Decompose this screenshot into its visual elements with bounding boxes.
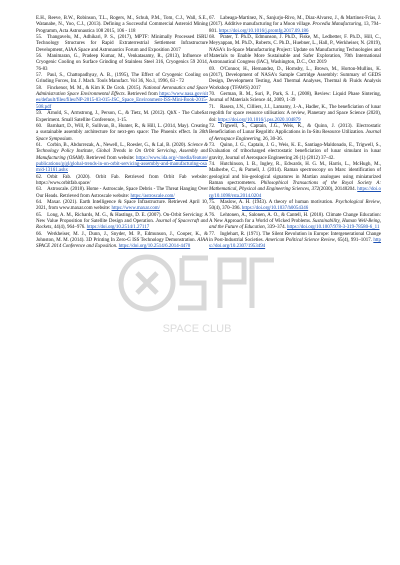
reference-text: 59. Arnold, S., Armstrong, J., Person, C., & Tietz, M. (2012). QbX - The CubeSat Experiment. Small Satellite Conference, 1-15.: [36, 111, 208, 123]
reference-entry: [36, 73, 208, 86]
reference-details: , 44(4), 964–976.: [51, 225, 87, 231]
reference-text: 63. Astroscale. (2018). Home - Astroscale, Space Debris - The Threat Hanging Over Our Heads. Retrieved from Astroscale website:: [36, 187, 208, 199]
reference-text: 62. Orbit Fab. (2020). Orbit Fab. Retrieved from Orbit Fab website: https://www.orbitfab.space/: [36, 174, 208, 186]
reference-source-title: Sustainability, Human Well-Being, and the Future of Education: [209, 219, 381, 231]
reference-entry: [209, 105, 381, 124]
reference-text: 71. Rasera, J.N., Cilliers, J.J., Lamamy, J.-A., Hadler, K., The beneficiation of lunar regolith for space resource utilisation: A review, Planetary and Space Science (2020), doi:: [209, 104, 381, 123]
reference-entry: [209, 92, 381, 105]
reference-entry: [36, 124, 208, 143]
reference-details: . Retrieved from: [124, 92, 160, 98]
reference-link[interactable]: https://doi.org/10.2514/6.2014-4470: [118, 244, 191, 250]
reference-details: (2030), 20140204.: [319, 187, 358, 193]
reference-entry: [36, 54, 208, 73]
reference-entry: [36, 175, 208, 188]
reference-text: 61. Corbin, B., Abdurrezak, A., Newell, L., Roesler, G., & Lal, B. (2020).: [36, 142, 188, 148]
reference-details: . Retrieved from website:: [83, 155, 136, 161]
reference-text: 55. Thangavelu, M., Adhikari, P. S., (2017), MPTF: Minimally Processed ISRU Technology Structures for Rapid Extraterrestrial Settlement Infrastructure Development, AIAA Space and Astronautics Forum and Exposition 2017: [36, 35, 208, 53]
reference-link[interactable]: https://astroscale.com/: [130, 193, 175, 199]
reference-entry: [209, 143, 381, 162]
reference-text: 65. Long, A. M., Richards, M. G., & Hastings, D. E. (2007). On-Orbit Servicing: A New Value Proposition for Satellite Design and Operation.: [36, 212, 208, 224]
reference-entry: [209, 124, 381, 143]
reference-link[interactable]: https://www.maxar.com/: [111, 206, 161, 212]
reference-source-title: Journal of Spacecraft and Rockets: [36, 219, 208, 231]
reference-source-title: Journal of Aerospace Engineering: [209, 130, 381, 142]
reference-entry: [209, 200, 381, 213]
reference-text: 60. Barnhart, D., Will, P., Sullivan, B., Hunter, R., & Hill, L. (2014, May). Creating a sustainable assembly architecture for next-gen space: The Phoenix effect. In: [36, 123, 208, 136]
reference-link[interactable]: https://doi.org/10.2307/1953494: [209, 238, 382, 250]
reference-link[interactable]: https://doi.org/10.2514/1.27117: [86, 225, 150, 231]
reference-text: 69. O'Connor, H., Hernandez, D., Hornsby, L., Brown, M., Horton-Mullins, K. (2017), Development of NASA's Sample Cartridge Assembly: Summary of GEDS Design, Development Testing, And Thermal Analyses, Thermal & Fluids Analysis Workshop (TFAWS) 2017: [209, 66, 381, 91]
reference-text: 66. Werkheiser, M. J., Dunn, J., Snyder, M. P., Edmunson, J., Cooper, K., & Johnston, M. M. (2014). 3D Printing In Zero-G ISS Technology Demonstration.: [36, 231, 208, 244]
reference-text: 73. Quinn, J. G., Captain, J. G., Weis, K. E., Santiago-Maldonado, E., Trigwell, S., Evaluation of tribocharged electrostatic beneficiation of lunar simulant in lunar gravity, Journal of Aerospace Engineering 26 (1) (2012) 37–42.: [209, 142, 381, 161]
reference-source-title: Philosophical Transactions of the Royal Society A: Mathematical, Physical and Engineering Sciences, 372: [209, 180, 381, 193]
reference-link[interactable]: https://doi.org/10.1007/978-3-319-78580-6_11: [287, 225, 380, 231]
reference-link[interactable]: https://doi.org/10.1037/h0054346: [241, 206, 309, 212]
reference-link[interactable]: https://doi.org/10.1016/j.promfg.2017.09.186: [218, 28, 309, 34]
reference-text: 72. Trigwell, S., Captain, J.G., Weis, K., & Quinn, J. (2013). Electrostatic Beneficiation of Lunar Regolith: Applications in In-Situ Resource Utilization.: [209, 123, 381, 136]
reference-text: 68. Prater, T. Ph.D., Edmunson, J. Ph.D., Fiske, M., Ledbetter, F. Ph.D., Hill, C., Meyyappan, M. Ph.D., Roberts, C. Ph.D., Huebner, L., Hall, P., Werkheiser, N. (2019), NASA's In-Space Manufacturing Project: Update on Manufacturing Technologies and Materials to Enable More Sustainable and Safer Exploration, 70th International Astronautical Congress (IAC), Washington, D.C., Oct 2019: [209, 35, 381, 66]
references-right-column: [209, 16, 381, 251]
reference-entry: [36, 16, 208, 35]
reference-details: , 339–374.: [264, 225, 287, 231]
reference-text: 70. German, R. M., Suri, P., Park, S. J., (2008), Review: Liquid Phase Sintering, Journal of Materials Science 44, 2009, 1-39: [209, 92, 381, 104]
reference-text: 64. Maxar. (2021). Earth Intelligence & Space Infrastructure. Retrieved April 10, 2021, from www.maxar.com website:: [36, 199, 208, 212]
reference-source-title: 30th Space Symposium: [36, 130, 208, 142]
reference-entry: [209, 67, 381, 92]
reference-entry: [36, 187, 208, 200]
reference-entry: [36, 143, 208, 175]
reference-text: 67. Labeaga-Martinez, N., Sanjurjo-Rivo, M., Diaz-Alvarez, J., & Martinez-Frias, J. (2017). Additive manufacturing for a Moon village.: [209, 16, 381, 28]
reference-entry: [209, 16, 381, 35]
reference-entry: [209, 213, 381, 232]
reference-entry: [36, 232, 208, 251]
reference-entry: [36, 86, 208, 111]
reference-details: .: [116, 244, 119, 250]
reference-entry: [36, 213, 208, 232]
reference-text: 57. Paul, S., Chattopadhyay, A. B., (1995), The Effect of Cryogenic Cooling on Grinding Forces, Int. J. Mach. Tools Manufact. Vol 36, No.1, 1996, 63 - 72: [36, 73, 208, 85]
reference-text: 74. Hutchinson, I. B., Ingley, R., Edwards, H. G. M., Harris, L., McHugh, M., Malherbe, C., & Parnell, J. (2014). Raman spectroscopy on Mars: identification of geological and bio-geological signatures in Martian analogues using miniaturized Raman spectrometers.: [209, 161, 381, 186]
reference-text: 58. Finckenor, M. M., & Kim K De Groh. (2015).: [36, 85, 144, 91]
reference-text: 56. Manimaran, G., Pradeep Kumar, M., Venkatasamy, R., (2013), Influence of Cryogenic Cooling on Surface Grinding of Stainless Steel 316, Cryogenics 59 2014, 76-83: [36, 54, 208, 72]
reference-details: , 50(4), 370–396.: [209, 199, 381, 212]
reference-entry: [209, 35, 381, 67]
reference-text: 77. Inglehart, R. (1971). The Silent Revolution in Europe: Intergenerational Change in Post-Industrial Societies.: [209, 231, 381, 244]
reference-text: 76. Lehtonen, A., Salonen, A. O., & Cantell, H. (2018). Climate Change Education: A New Approach for a World of Wicked Problems.: [209, 212, 381, 224]
reference-details: , 26, 30-36.: [260, 136, 283, 142]
reference-entry: [209, 232, 381, 251]
references-left-column: [36, 16, 208, 251]
reference-entry: [209, 162, 381, 200]
reference-link[interactable]: https://www.nasa.gov/sites/default/files/files/NP-2015-03-015-JSC_Space_Environment-ISS-Mini-Book-2015-508.pdf: [36, 92, 209, 110]
reference-details: .: [71, 136, 73, 142]
svg-text:SPACE CLUB: SPACE CLUB: [162, 323, 232, 335]
reference-link[interactable]: https://www.ida.org/-/media/feature/publications/g/gl/global-trends-in-on-orbit-servicing-assembly-and-manufacturing-osam/d-13161.ashx: [36, 155, 208, 174]
reference-source-title: Procedia Manufacturing: [312, 22, 362, 28]
reference-link[interactable]: https://doi.org/10.1016/j.pss.2020.104879: [217, 117, 301, 123]
reference-source-title: Science & Technology Policy Institute, Global Trends in On Orbit Servicing, Assembly and Manufacturing (OSAM): [36, 142, 208, 161]
reference-entry: [36, 35, 208, 54]
reference-details: , 13, 794–801.: [209, 22, 381, 34]
reference-link[interactable]: https://doi.org/10.1098/rsta.2014.0204: [209, 187, 381, 199]
reference-text: E.H., Reeve, B.W., Robinson, T.L., Rogers, M., Schuh, P.M., Tom, C.J., Wall, S.E., Watanabe, N., Yoo, C.J., (2013). Defining a Successful Commercial Asteroid Mining Programm, Acta Astronautica 108 2015, 106 - 118: [36, 16, 208, 34]
reference-source-title: American Political Science Review: [265, 238, 335, 244]
reference-text: 75. Maslow, A. H. (1943). A theory of human motivation.: [209, 199, 336, 205]
reference-details: , 65(4), 991–1017.: [334, 238, 374, 244]
reference-entry: [36, 200, 208, 213]
reference-entry: [36, 111, 208, 124]
reference-source-title: Psychological Review: [335, 199, 380, 205]
reference-source-title: National Aeronautics and Space Administration Space Environmental Effects: [36, 85, 208, 98]
reference-source-title: AIAA SPACE 2014 Conference and Exposition: [36, 238, 208, 250]
